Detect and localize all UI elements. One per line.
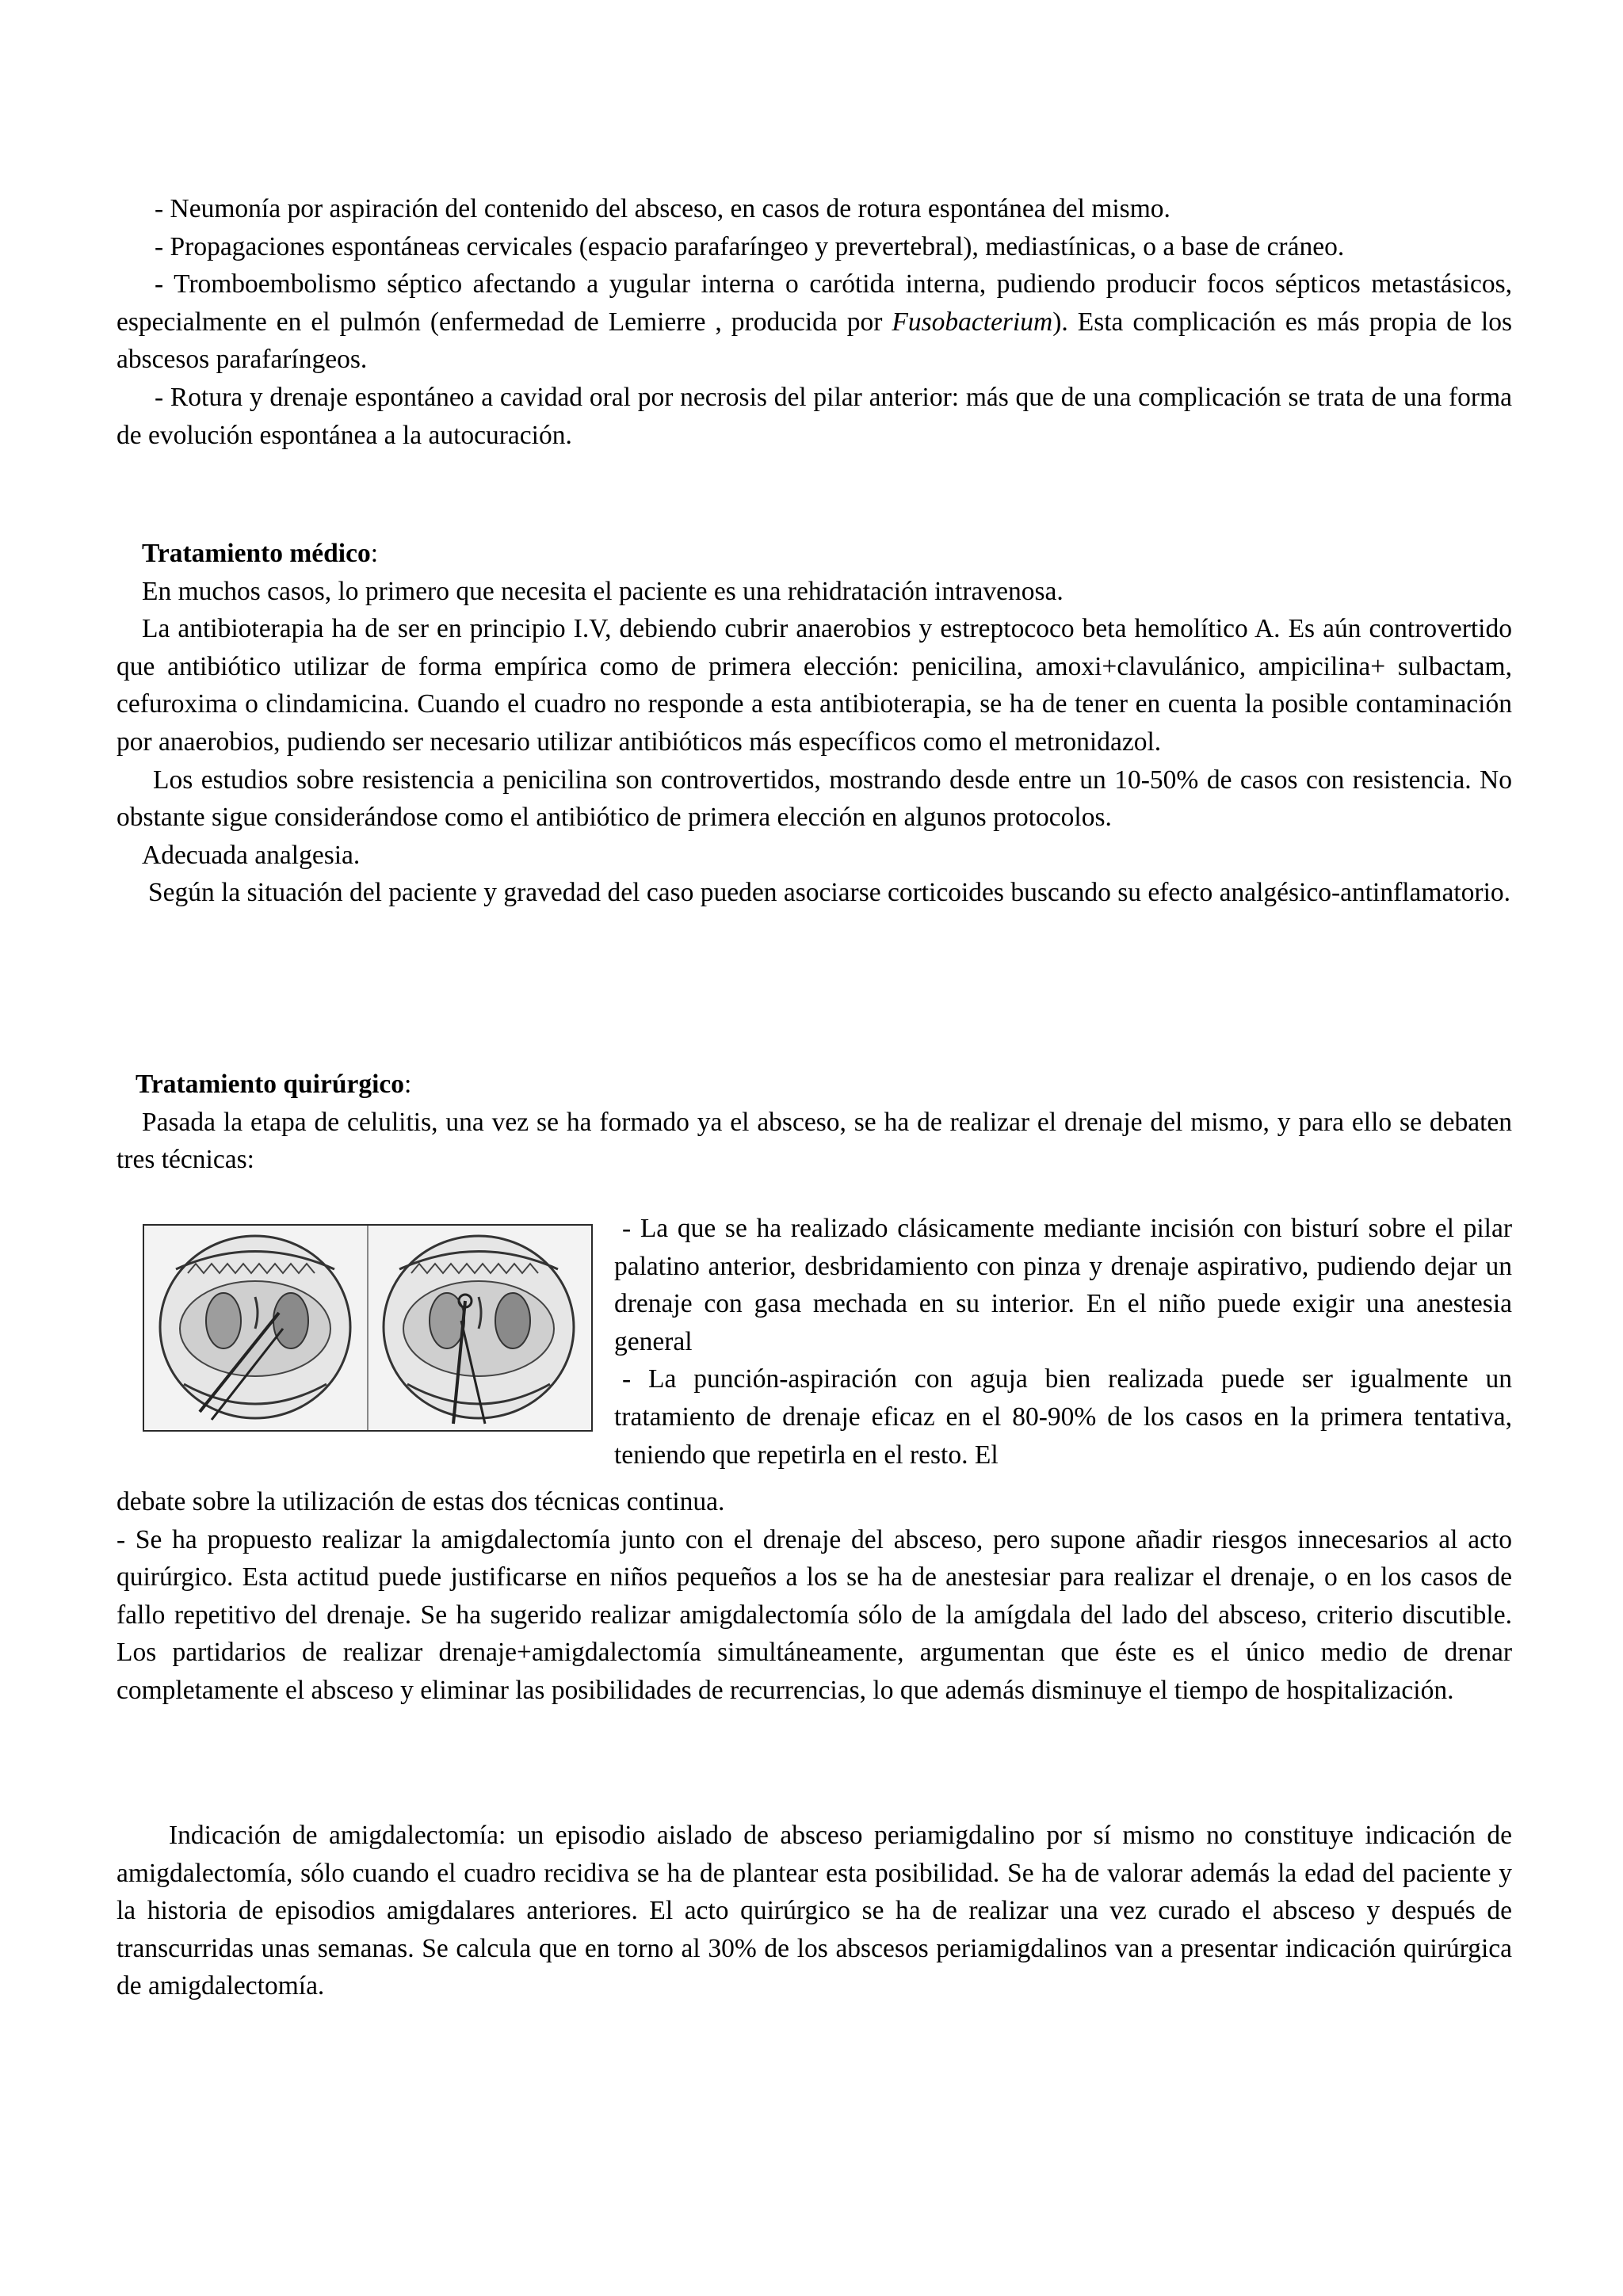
mouth-incision-drawing <box>160 1236 350 1420</box>
medical-antibiotics: La antibioterapia ha de ser en principio I.V, debiendo cubrir anaerobios y estreptococo beta hemolítico A. Es aún controvertido que antibiótico utilizar de forma empírica como de primera elección: penicilina, amoxi+clavulánico, ampicilina+ sulbactam, cefuroxima o clindamicina. Cuando el cuadro no responde a esta antibioterapia, se ha de tener en cuenta la posible contaminación por anaerobios, pudiendo ser necesario utilizar antibióticos más específicos como el metronidazol. <box>116 614 1512 757</box>
surgical-intro: Pasada la etapa de celulitis, una vez se ha formado ya el absceso, se ha de realizar el drenaje del mismo, y para ello se debaten tres técnicas: <box>116 1107 1512 1175</box>
technique-puncture-aspiration: - La punción-aspiración con aguja bien realizada puede ser igualmente un tratamiento de drenaje eficaz en el 80-90% de los casos en la primera tentativa, teniendo que repetirla en el resto. El <box>614 1364 1512 1470</box>
complication-septic-text-end: ). Esta complicación es más propia de los abscesos parafaríngeos. <box>116 307 1512 375</box>
indication-section <box>116 1817 1512 2005</box>
complication-aspiration-pneumonia: - Neumonía por aspiración del contenido del absceso, en casos de rotura espontánea del mismo. <box>155 194 1170 223</box>
medical-analgesia: Adecuada analgesia. <box>142 840 361 870</box>
oral-cavity-drawings <box>144 1226 591 1430</box>
medical-heading-text: Tratamiento médico <box>142 539 371 568</box>
medical-treatment-section <box>116 535 1512 912</box>
complication-septic-text: - Tromboembolismo séptico afectando a yugular interna o carótida interna, pudiendo producir focos sépticos metastásicos, especialmente en el pulmón (enfermedad de Lemierre , producida por <box>116 269 1512 337</box>
drainage-techniques-beside-figure <box>614 1210 1512 1474</box>
complication-cervical-propagation: - Propagaciones espontáneas cervicales (espacio parafaríngeo y prevertebral), mediastínicas, o a base de cráneo. <box>155 231 1345 261</box>
surgical-treatment-heading <box>116 1066 1512 1104</box>
technique-debate: debate sobre la utilización de estas dos técnicas continua. <box>116 1487 725 1516</box>
technique-incision: - La que se ha realizado clásicamente mediante incisión con bisturí sobre el pilar palatino anterior, desbridamiento con pinza y drenaje aspirativo, pudiendo dejar un drenaje con gasa mechada en su interior. En el niño puede exigir una anestesia general <box>614 1214 1512 1356</box>
fusobacterium-term: Fusobacterium <box>892 307 1053 337</box>
surgical-treatment-section <box>116 1066 1512 1179</box>
indication-tonsillectomy: Indicación de amigdalectomía: un episodio aislado de absceso periamigdalino por sí mismo no constituye indicación de amigdalectomía, sólo cuando el cuadro recidiva se ha de plantear esta posibilidad. Se ha de valorar además la edad del paciente y la historia de episodios amigdalares anteriores. El acto quirúrgico se ha de realizar una vez curado el absceso y después de transcurridas unas semanas. Se calcula que en torno al 30% de los abscesos periamigdalinos van a presentar indicación quirúrgica de amigdalectomía. <box>116 1821 1512 2001</box>
medical-corticoids: Según la situación del paciente y gravedad del caso pueden asociarse corticoides buscando su efecto analgésico-antinflamatorio. <box>148 878 1511 908</box>
surgical-heading-text: Tratamiento quirúrgico <box>136 1070 404 1099</box>
surgical-treatment-continued <box>116 1483 1512 1710</box>
complication-spontaneous-rupture: - Rotura y drenaje espontáneo a cavidad oral por necrosis del pilar anterior: más que de una complicación se trata de una forma de evolución espontánea a la autocuración. <box>116 382 1512 450</box>
medical-penicillin-resistance: Los estudios sobre resistencia a penicilina son controvertidos, mostrando desde entre un 10-50% de casos con resistencia. No obstante sigue considerándose como el antibiótico de primera elección en algunos protocolos. <box>116 765 1512 833</box>
technique-tonsillectomy-with-drainage: - Se ha propuesto realizar la amigdalectomía junto con el drenaje del absceso, pero supone añadir riesgos innecesarios al acto quirúrgico. Esta actitud puede justificarse en niños pequeños a los se ha de anestesiar para realizar el drenaje, o en los casos de fallo repetitivo del drenaje. Se ha sugerido realizar amigdalectomía sólo de la amígdala del lado del absceso, criterio discutible. Los partidarios de realizar drenaje+amigdalectomía simultáneamente, argumentan que éste es el único medio de drenar completamente el absceso y eliminar las posibilidades de recurrencias, lo que además disminuye el tiempo de hospitalización. <box>116 1524 1512 1705</box>
surgical-heading-colon: : <box>404 1070 412 1099</box>
complication-septic-thromboembolism <box>116 265 1512 379</box>
medical-heading-colon: : <box>370 539 379 568</box>
medical-treatment-heading <box>116 535 1512 573</box>
medical-rehydration: En muchos casos, lo primero que necesita el paciente es una rehidratación intravenosa. <box>142 576 1064 606</box>
complications-section <box>116 190 1512 454</box>
tonsil-drainage-illustration <box>143 1224 593 1432</box>
